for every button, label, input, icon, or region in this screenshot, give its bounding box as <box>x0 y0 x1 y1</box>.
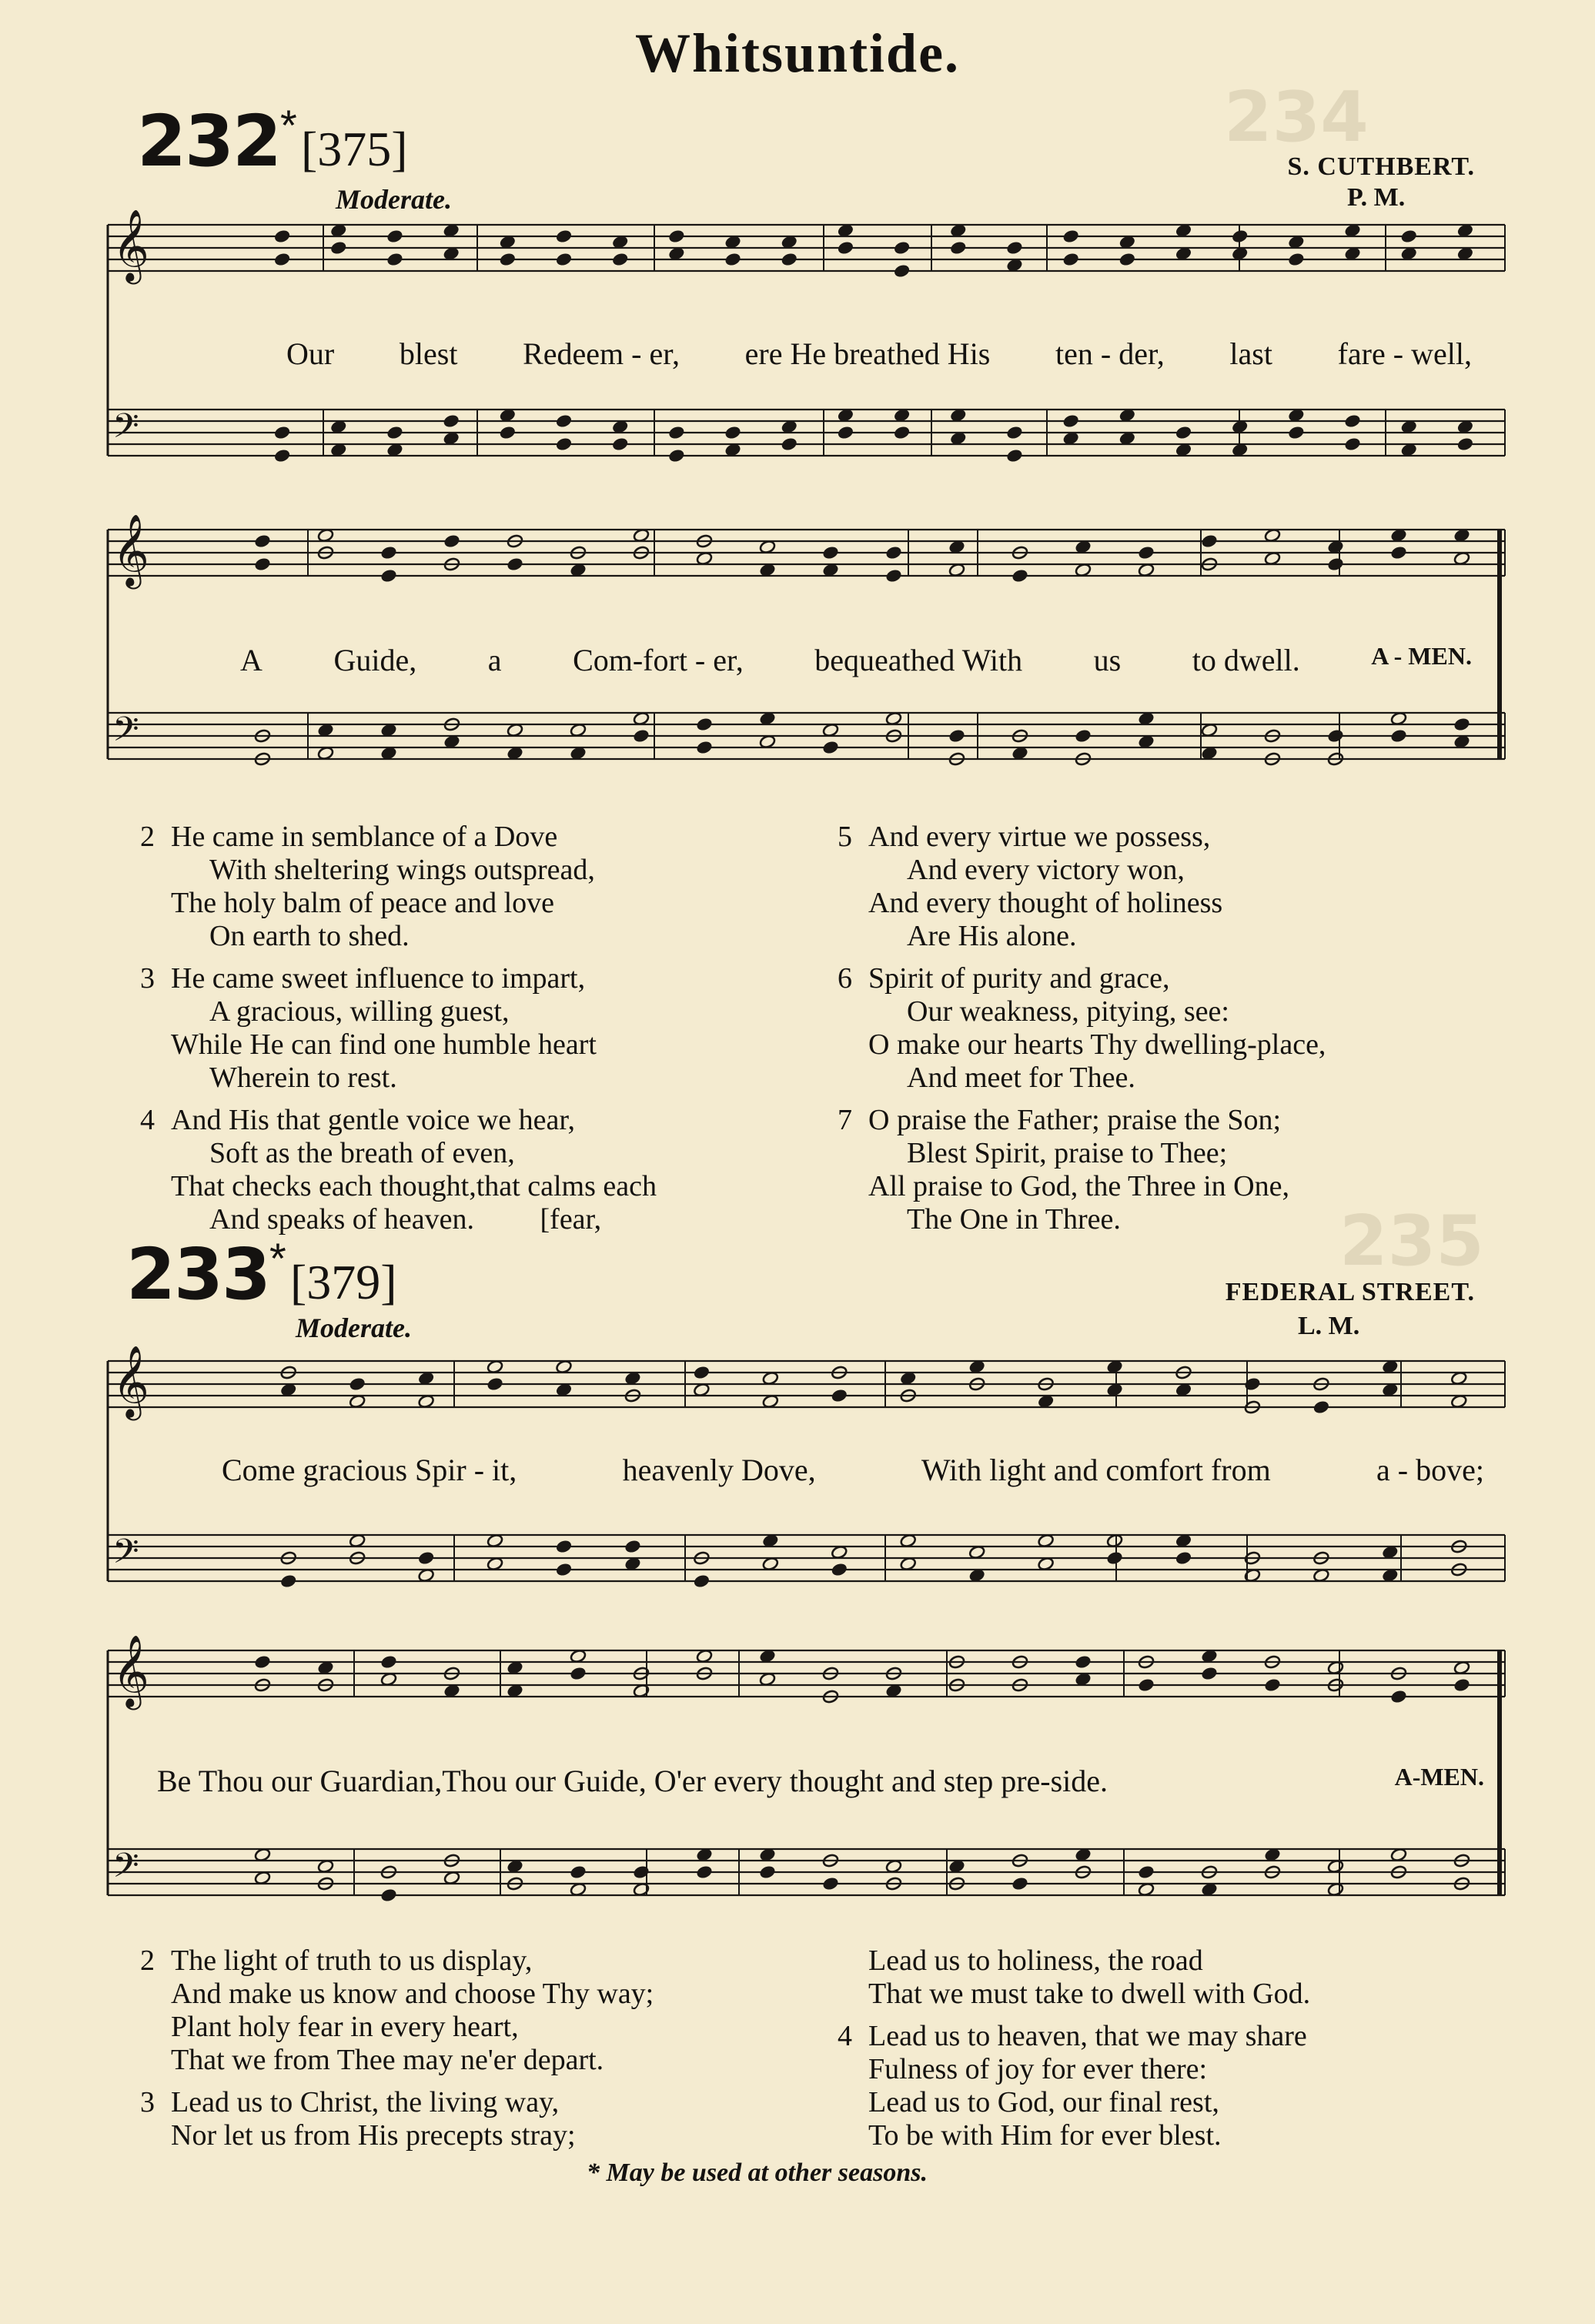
stanza-number: 2 <box>140 1944 155 1977</box>
hymn-number-233 <box>126 1233 397 1316</box>
note-head <box>443 533 460 548</box>
stanza-number: 7 <box>838 1104 852 1136</box>
note-head <box>759 1864 776 1879</box>
note-head <box>349 1376 366 1391</box>
stanza <box>140 1104 833 1236</box>
note-head <box>254 557 271 571</box>
verse-line: Are His alone. <box>907 920 1077 952</box>
note-head <box>1390 545 1407 560</box>
note-head <box>822 740 839 754</box>
bleed-through-mark: 234 <box>1224 77 1369 158</box>
note-head <box>1075 1654 1092 1669</box>
note-head <box>386 252 403 266</box>
meter: L. M. <box>1298 1312 1360 1340</box>
verse-line: And every victory won, <box>907 854 1185 886</box>
note-head <box>1453 1677 1470 1692</box>
verses-left-233 <box>140 1944 833 2162</box>
note-head <box>693 1365 710 1379</box>
hymn-star: * <box>269 1234 286 1282</box>
note-head <box>822 545 839 560</box>
lyric-word: With light and comfort from <box>921 1453 1271 1487</box>
stanza-number: 4 <box>838 2020 852 2052</box>
note-head <box>1344 413 1361 428</box>
note-head <box>499 252 516 266</box>
note-head <box>280 1573 297 1588</box>
stanza-number: 3 <box>140 962 155 995</box>
verse-line: The One in Three. <box>907 1203 1121 1236</box>
stanza <box>838 1944 1530 2011</box>
lyric-word: last <box>1229 336 1272 371</box>
note-head <box>570 1666 587 1680</box>
note-head <box>330 240 347 255</box>
tempo-marking: Moderate. <box>296 1312 412 1343</box>
note-head <box>499 425 516 440</box>
note-head <box>1288 425 1305 440</box>
note-head <box>254 1654 271 1669</box>
note-head <box>386 425 403 440</box>
note-head <box>386 229 403 243</box>
stanza-number: 6 <box>838 962 852 995</box>
note-head <box>273 425 290 440</box>
verse-line: Wherein to rest. <box>209 1062 397 1094</box>
tune-name: S. CUTHBERT. <box>1287 152 1475 181</box>
note-head <box>822 1876 839 1891</box>
verse-line: That checks each thought,that calms each <box>171 1170 657 1202</box>
note-head <box>1138 1864 1155 1879</box>
treble-clef-icon: 𝄞 <box>112 209 149 282</box>
verse-line: The holy balm of peace and love <box>171 887 555 919</box>
stanza-number: 3 <box>140 2086 155 2118</box>
stanza <box>838 821 1530 953</box>
lyric-word: A <box>240 643 262 677</box>
note-head <box>1453 717 1470 731</box>
note-head <box>1012 1876 1028 1891</box>
note-head <box>1006 425 1023 440</box>
note-head <box>1456 436 1473 451</box>
note-head <box>612 436 629 451</box>
lyric-word: Redeem - er, <box>523 336 680 371</box>
note-head <box>273 229 290 243</box>
bass-clef-icon: 𝄢 <box>112 709 139 757</box>
note-head <box>1264 1677 1281 1692</box>
note-head <box>507 557 523 571</box>
note-head <box>624 1539 641 1553</box>
note-head <box>418 1550 435 1565</box>
note-head <box>1138 545 1155 560</box>
note-head <box>443 413 460 428</box>
note-head <box>1062 229 1079 243</box>
note-head <box>273 252 290 266</box>
verse-line: A gracious, willing guest, <box>209 995 510 1028</box>
hymn-star: * <box>280 101 297 149</box>
note-head <box>380 1888 397 1902</box>
footnote <box>587 2158 928 2188</box>
note-head <box>696 717 713 731</box>
stanza <box>140 2086 833 2152</box>
old-hymn-number: [375] <box>300 122 408 176</box>
old-hymn-number: [379] <box>289 1255 397 1309</box>
meter: P. M. <box>1347 183 1406 212</box>
lyric-word: us <box>1093 643 1122 677</box>
verse-line: He came sweet influence to impart, <box>171 962 586 995</box>
note-head <box>380 568 397 583</box>
note-head <box>950 240 967 255</box>
verse-line: Lead us to God, our final rest, <box>868 2086 1219 2118</box>
note-head <box>1327 728 1344 743</box>
verse-line: Spirit of purity and grace, <box>868 962 1170 995</box>
lyric-word: to dwell. <box>1192 643 1300 677</box>
stanza-number: 4 <box>140 1104 155 1136</box>
note-head <box>380 545 397 560</box>
lyric-word: fare - well, <box>1337 336 1472 371</box>
verse-line: That we from Thee may ne'er depart. <box>171 2044 604 2076</box>
note-head <box>1062 413 1079 428</box>
note-head <box>555 413 572 428</box>
verses-right-233 <box>838 1944 1530 2162</box>
verse-line: And every virtue we possess, <box>868 821 1211 853</box>
note-head <box>612 252 629 266</box>
note-head <box>668 448 685 463</box>
stanza-number: 5 <box>838 821 852 853</box>
note-head <box>668 229 685 243</box>
note-head <box>1119 252 1135 266</box>
verse-line: The light of truth to us display, <box>171 1944 533 1977</box>
stanza <box>140 821 833 953</box>
note-head <box>1312 1399 1329 1414</box>
verse-line: And speaks of heaven. [fear, <box>209 1203 602 1236</box>
verse-line: Soft as the breath of even, <box>209 1137 515 1169</box>
bass-clef-icon: 𝄢 <box>112 406 139 454</box>
hymn-number: 232 <box>137 100 281 182</box>
stanza <box>140 962 833 1095</box>
verse-line: Plant holy fear in every heart, <box>171 2011 519 2043</box>
verse-line: And make us know and choose Thy way; <box>171 1978 654 2010</box>
note-head <box>555 1562 572 1577</box>
stanza <box>838 962 1530 1095</box>
note-head <box>831 1388 848 1403</box>
verse-line: All praise to God, the Three in One, <box>868 1170 1289 1202</box>
lyric-word: blest <box>399 336 458 371</box>
note-head <box>1390 728 1407 743</box>
lyrics-line-4 <box>157 1763 1484 1799</box>
treble-clef-icon: 𝄞 <box>112 1346 149 1418</box>
note-head <box>696 1864 713 1879</box>
lyric-word: a - bove; <box>1376 1453 1484 1487</box>
stanza <box>838 1104 1530 1236</box>
verses-right-232 <box>838 821 1530 1246</box>
stanza <box>838 2020 1530 2152</box>
note-head <box>273 448 290 463</box>
note-head <box>555 229 572 243</box>
note-head <box>555 1539 572 1553</box>
verse-line: Lead us to holiness, the road <box>868 1944 1203 1977</box>
note-head <box>948 728 965 743</box>
note-head <box>633 728 650 743</box>
lyrics-line-1 <box>286 336 1472 372</box>
note-head <box>893 263 910 278</box>
verse-line: To be with Him for ever blest. <box>868 2119 1222 2152</box>
verse-line: While He can find one humble heart <box>171 1028 597 1061</box>
note-head <box>1232 229 1249 243</box>
lyric-word: Com-fort - er, <box>573 643 744 677</box>
verses-left-232 <box>140 821 833 1246</box>
note-head <box>1390 1689 1407 1704</box>
lyrics-line-2 <box>240 642 1472 678</box>
lyric-word: a <box>487 643 502 677</box>
note-head <box>487 1376 503 1391</box>
note-head <box>1175 1550 1192 1565</box>
amen: A - MEN. <box>1371 642 1472 670</box>
note-head <box>570 1864 587 1879</box>
verse-line: That we must take to dwell with God. <box>868 1978 1311 2010</box>
note-head <box>696 740 713 754</box>
verse-line: And His that gentle voice we hear, <box>171 1104 576 1136</box>
note-head <box>1201 533 1218 548</box>
tune-name: FEDERAL STREET. <box>1225 1278 1475 1306</box>
note-head <box>724 425 741 440</box>
stanza-number: 2 <box>140 821 155 853</box>
treble-clef-icon: 𝄞 <box>112 514 149 587</box>
lyric-word: Come gracious Spir - it, <box>222 1453 517 1487</box>
treble-clef-icon: 𝄞 <box>112 1635 149 1707</box>
verse-line: With sheltering wings outspread, <box>209 854 595 886</box>
note-head <box>555 436 572 451</box>
lyrics-line-3 <box>222 1452 1484 1488</box>
stanza <box>140 1944 833 2077</box>
note-head <box>781 252 798 266</box>
note-head <box>1106 1550 1123 1565</box>
lyric-word: ere He breathed His <box>744 336 991 371</box>
note-head <box>254 533 271 548</box>
footnote-marker: * <box>587 2158 600 2187</box>
note-head <box>1062 252 1079 266</box>
verse-line: Lead us to Christ, the living way, <box>171 2086 560 2118</box>
note-head <box>1288 252 1305 266</box>
note-head <box>837 425 854 440</box>
note-head <box>1327 557 1344 571</box>
verse-line: Nor let us from His precepts stray; <box>171 2119 576 2152</box>
note-head <box>831 1562 848 1577</box>
verse-line: Our weakness, pitying, see: <box>907 995 1229 1028</box>
note-head <box>1012 568 1028 583</box>
note-head <box>1006 240 1023 255</box>
note-head <box>555 252 572 266</box>
bass-clef-icon: 𝄢 <box>112 1531 139 1580</box>
note-head <box>1201 1666 1218 1680</box>
note-head <box>885 545 902 560</box>
verse-line: O praise the Father; praise the Son; <box>868 1104 1282 1136</box>
verse-line: On earth to shed. <box>209 920 410 952</box>
amen: A-MEN. <box>1394 1763 1484 1791</box>
bleed-through-mark: 235 <box>1339 1201 1484 1282</box>
tempo-marking: Moderate. <box>336 184 452 215</box>
note-head <box>1138 1677 1155 1692</box>
note-head <box>1006 448 1023 463</box>
bass-clef-icon: 𝄢 <box>112 1845 139 1894</box>
verse-line: And every thought of holiness <box>868 887 1223 919</box>
note-head <box>668 425 685 440</box>
note-head <box>1075 728 1092 743</box>
page-header: Whitsuntide. <box>634 22 961 84</box>
note-head <box>893 240 910 255</box>
note-head <box>837 240 854 255</box>
lyric-word: Guide, <box>333 643 417 677</box>
lyric-word: Our <box>286 336 335 371</box>
lyric-phrase: Be Thou our Guardian,Thou our Guide, O'er every thought and step pre-side. <box>157 1764 1108 1798</box>
hymn-number: 233 <box>126 1233 270 1316</box>
verse-line: Lead us to heaven, that we may share <box>868 2020 1307 2052</box>
verse-line: And meet for Thee. <box>907 1062 1135 1094</box>
verse-line: He came in semblance of a Dove <box>171 821 558 853</box>
note-head <box>380 1654 397 1669</box>
lyric-word: heavenly Dove, <box>622 1453 816 1487</box>
note-head <box>1344 436 1361 451</box>
note-head <box>1175 425 1192 440</box>
verse-line: Blest Spirit, praise to Thee; <box>907 1137 1228 1169</box>
lyric-word: bequeathed With <box>814 643 1023 677</box>
note-head <box>693 1573 710 1588</box>
note-head <box>1400 229 1417 243</box>
lyric-word: ten - der, <box>1055 336 1165 371</box>
note-head <box>893 425 910 440</box>
verse-line: Fulness of joy for ever there: <box>868 2053 1208 2085</box>
verse-line: O make our hearts Thy dwelling-place, <box>868 1028 1326 1061</box>
note-head <box>781 436 798 451</box>
note-head <box>724 252 741 266</box>
note-head <box>885 568 902 583</box>
footnote-text: May be used at other seasons. <box>606 2158 928 2187</box>
